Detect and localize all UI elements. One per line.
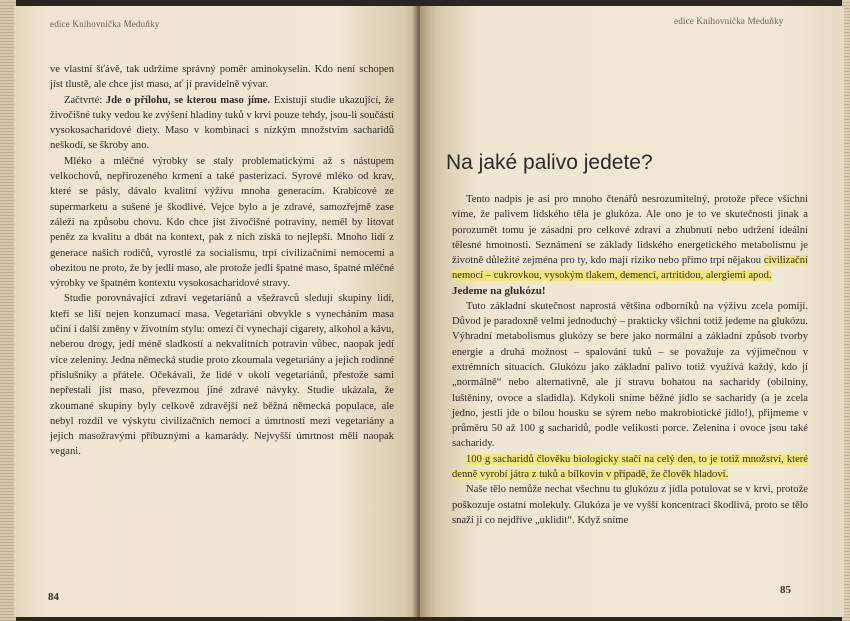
left-page <box>14 6 418 617</box>
running-head-right: edice Knihovnička Meduňky <box>674 16 784 26</box>
running-head-left: edice Knihovnička Meduňky <box>50 19 160 29</box>
paragraph-text: Tento nadpis je asi pro mnoho čtenářů nesrozumitelný, protože přece všichni víme, že palivem lidského těla je glukóza. Ale ono je to ve skutečnosti jinak a porozumět tomu je zásadní pro celkové zdraví a zhubnutí nebo udržení ideální tělesné hmotnosti. Seznámení se základy lidského energetického metabolismu je životně důležité zejména pro ty, kdo mají riziko nebo přímo trpí nějakou <box>452 194 808 267</box>
chapter-title: Na jaké palivo jedete? <box>446 151 653 174</box>
paragraph: ve vlastní šťávě, tak udržíme správný poměr aminokyselin. Kdo není schopen jíst tlustě, ale chce jíst maso, ať jí pravidelně vývar. <box>50 64 394 91</box>
paragraph: Tuto základní skutečnost naprostá většina odborníků na výživu zcela pomíjí. Důvod je paradoxně velmi jednoduchý – prakticky všichni totiž jedeme na glukózu. Výhradní metabolismus glukózy se bere jako normální a základní způsob tvorby energie a druhá možnost – spalování tuků – se považuje za výjimečnou v extrémních situacích. Glukózu jako základní palivo totiž využívá každý, kdo jí „normálně“ nebo alternativně, ale jí stravu bohatou na sacharidy (obilniny, luštěniny, ovoce a sladidla). Kdykoli sníme běžné jídlo se sacharidy (a je zcela jedno, jestli jde o bílou housku se sýrem nebo makrobiotické jídlo!), přijmeme v průměru 50 až 100 g sacharidů, podle velikosti porce. Zelenina i ovoce jsou také sacharidy. <box>452 300 808 450</box>
paragraph-rest: Existují studie ukazující, že živočišné tuky vedou ke zvýšení hladiny tuků v krvi pouze tehdy, jsou-li součástí vysokosacharidové diety. Maso v kombinaci s nízkým množstvím sacharidů neškodí, se škroby ano. <box>50 94 394 152</box>
paragraph: Studie porovnávající zdraví vegetariánů a všežravců sledují skupiny lidí, kteří se liší nejen konzumací masa. Vegetariáni obvykle s vynecháním masa učiní i další změny v životním stylu: omezí či vynechají cigarety, alkohol a kávu, neberou drogy, jedí méně sladkostí a nekvalitních potravin vůbec, naopak jedí více zeleniny. Jedna německá studie proto zkoumala vegetariány a jejich rodinné příslušníky a přátele. Očekávali, že lidé v okolí vegetariánů, přestože sami nepřestali jíst maso, převezmou jiné zdravé návyky. Studie ukázala, že zkoumané skupiny byly celkově zdravější než běžná německá populace, ale nebyl rozdíl ve výskytu civilizačních nemocí a úmrtností mezi vegetariány a jejich masožravými příbuznými a kamarády. Nejvyšší úmrtnost měli naopak vegani. <box>50 293 394 458</box>
paragraph: Naše tělo nemůže nechat všechnu tu glukózu z jídla potulovat se v krvi, protože poškozuje ostatní molekuly. Glukóza je ve vyšší koncentraci škodlivá, proto se tělo snaží ji co nejdříve „uklidit“. Když snímе <box>452 484 808 526</box>
left-page-body <box>50 62 394 460</box>
highlighted-text: 100 g sacharidů člověku biologicky stačí na celý den, to je totiž množství, které denně vyrobí játra z tuků a bílkovin v případě, že člověk hladoví. <box>452 453 808 481</box>
paragraph: Mléko a mléčné výrobky se staly problematickými až s nástupem velkochovů, nepřirozeného krmení a také pasterizací. Syrové mléko od krav, které se pásly, dávalo kvalitní výživu mnoha generacím. Krabicové ze supermarketu a sušené je škodlivé. Vejce bylo a je zdravé, samozřejmě zase záleží na způsobu chovu. Kdo chce jíst živočišné potraviny, neměl by litovat peněz za kvalitu a dbát na kontext, pak z nich získá to nejlepší. Mnoho lidí z generace našich rodičů, vyrostlé za socialismu, trpí civilizačními nemocemi a obezitou ne proto, že by jedli maso, ale protože jedli špatné maso, špatné mléčné výrobky ve špatném kontextu vysokosacharidové stravy. <box>50 155 394 290</box>
page-number-left: 84 <box>48 591 59 603</box>
right-page-body <box>452 192 808 528</box>
bold-phrase: Jde o přílohu, se kterou maso jíme. <box>105 94 271 106</box>
right-page <box>420 6 844 617</box>
page-number-right: 85 <box>780 584 791 596</box>
paragraph-prefix: Začtvrté: <box>64 94 106 106</box>
section-heading: Jedeme na glukózu! <box>452 284 546 297</box>
paragraph <box>50 93 394 154</box>
paragraph <box>452 452 808 483</box>
highlighted-text: civilizační nemocí – cukrovkou, vysokým tlakem, demencí, artritidou, alergiemi apod. <box>452 255 808 282</box>
paragraph <box>452 192 808 284</box>
